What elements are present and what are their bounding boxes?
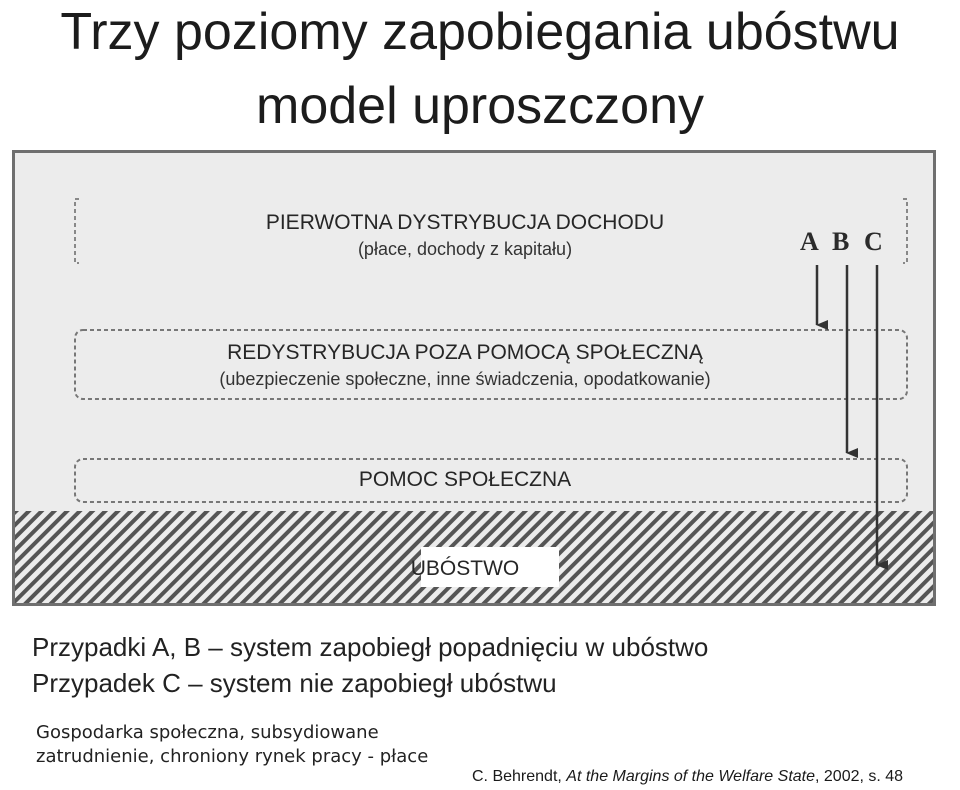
case-letter-c: C [864, 227, 883, 256]
source-citation [472, 768, 903, 786]
citation-author: C. Behrendt, [472, 768, 567, 785]
caption-cases-a-b: Przypadki A, B – system zapobiegł popadnięciu w ubóstwo [32, 632, 709, 662]
slide-title-line-1: Trzy poziomy zapobiegania ubóstwu [60, 3, 900, 61]
redistribution-heading: REDYSTRYBUCJA POZA POMOCĄ SPOŁECZNĄ [227, 341, 703, 364]
primary-distribution-heading: PIERWOTNA DYSTRYBUCJA DOCHODU [265, 211, 665, 234]
case-letter-a: A [800, 227, 819, 256]
citation-work-title: At the Margins of the Welfare State [566, 768, 815, 785]
redistribution-detail: (ubezpieczenie społeczne, inne świadczenia, opodatkowanie) [219, 369, 711, 389]
slide-title-line-2: model uproszczony [256, 77, 704, 135]
note-line-2: zatrudnienie, chroniony rynek pracy - płace [36, 746, 429, 767]
social-assistance-heading: POMOC SPOŁECZNA [358, 468, 572, 491]
primary-distribution-detail: (płace, dochody z kapitału) [357, 239, 573, 259]
note-line-1: Gospodarka społeczna, subsydiowane [36, 722, 379, 743]
poverty-prevention-diagram [12, 150, 936, 606]
caption-case-c: Przypadek C – system nie zapobiegł ubóstwu [32, 668, 557, 698]
poverty-label: UBÓSTWO [410, 557, 520, 580]
case-letter-b: B [832, 227, 850, 256]
citation-details: , 2002, s. 48 [815, 768, 904, 785]
